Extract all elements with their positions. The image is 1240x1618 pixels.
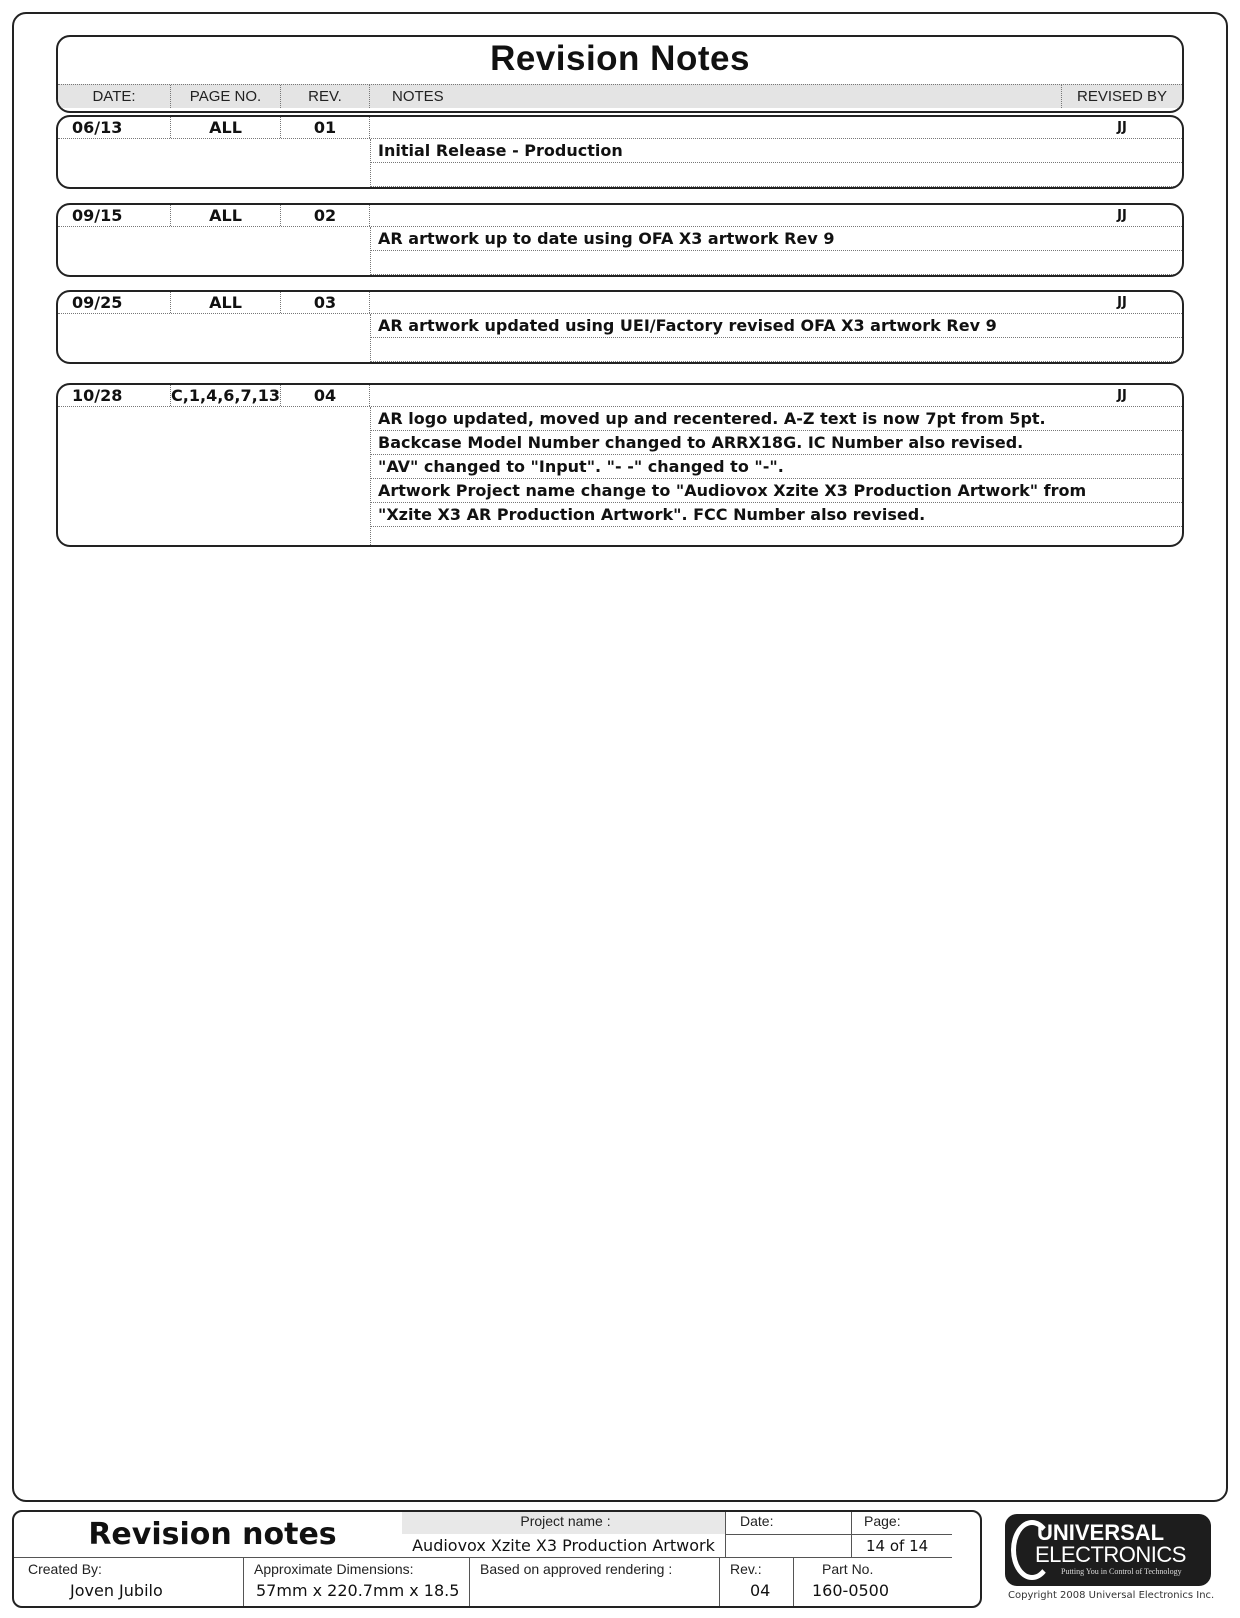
revised-by: JJ	[1117, 388, 1127, 403]
revision-header-row	[58, 292, 1182, 314]
universal-electronics-logo	[1005, 1514, 1211, 1586]
note-line: Backcase Model Number changed to ARRX18G. IC Number also revised.	[371, 431, 1182, 455]
copyright: Copyright 2008 Universal Electronics Inc.	[1008, 1590, 1215, 1601]
revision-entry	[56, 383, 1184, 547]
revision-spacer	[370, 205, 1062, 226]
rev-cell	[720, 1558, 794, 1608]
revision-notes	[370, 227, 1182, 275]
page-total: 14	[909, 1537, 929, 1555]
revision-entry	[56, 115, 1184, 189]
revision-entry	[56, 203, 1184, 277]
footer-title: Revision notes	[14, 1512, 412, 1558]
page-cell	[852, 1512, 952, 1558]
revision-spacer	[370, 117, 1062, 138]
revision-spacer	[370, 385, 1062, 406]
created-by-cell	[14, 1558, 244, 1608]
revision-header-row	[58, 117, 1182, 139]
revision-page: ALL	[171, 117, 281, 138]
note-line: AR logo updated, moved up and recentered. A-Z text is now 7pt from 5pt.	[371, 407, 1182, 431]
project-name-value: Audiovox Xzite X3 Production Artwork	[402, 1534, 725, 1557]
revision-number: 04	[281, 385, 370, 406]
created-by-value: Joven Jubilo	[70, 1581, 163, 1600]
column-date: DATE:	[58, 85, 171, 108]
date-cell	[726, 1512, 852, 1558]
revision-page: C,1,4,6,7,13	[171, 386, 280, 405]
part-label: Part No.	[822, 1561, 874, 1577]
revision-date: 10/28	[58, 385, 171, 406]
dimensions-value: 57mm x 220.7mm x 18.5	[256, 1581, 460, 1600]
page-title: Revision Notes	[490, 39, 750, 78]
revision-header-row	[58, 385, 1182, 407]
note-line: Initial Release - Production	[371, 139, 1182, 163]
page-label: Page:	[864, 1513, 901, 1529]
note-line: "AV" changed to "Input". "- -" changed to "-".	[371, 455, 1182, 479]
part-value: 160-0500	[812, 1581, 890, 1600]
revision-page: ALL	[171, 205, 281, 226]
note-line	[371, 338, 1182, 362]
note-line	[371, 163, 1182, 187]
rev-label: Rev.:	[730, 1561, 762, 1577]
note-line: "Xzite X3 AR Production Artwork". FCC Number also revised.	[371, 503, 1182, 527]
page-of: of	[889, 1537, 905, 1555]
column-page: PAGE NO.	[171, 85, 281, 108]
revision-number: 02	[281, 205, 370, 226]
revision-notes	[370, 407, 1182, 545]
note-line: Artwork Project name change to "Audiovox Xzite X3 Production Artwork" from	[371, 479, 1182, 503]
logo-tagline: Putting You in Control of Technology	[1061, 1567, 1182, 1576]
revision-date: 06/13	[58, 117, 171, 138]
page-current: 14	[866, 1537, 886, 1555]
created-by-label: Created By:	[28, 1561, 102, 1577]
column-rev: REV.	[281, 85, 370, 108]
page-value	[852, 1534, 952, 1557]
revised-by: JJ	[1117, 208, 1127, 223]
column-notes: NOTES	[370, 85, 1062, 108]
revision-date: 09/25	[58, 292, 171, 313]
rev-value: 04	[750, 1581, 771, 1600]
revision-header-row	[58, 205, 1182, 227]
rendering-label: Based on approved rendering :	[480, 1561, 673, 1577]
revision-notes	[370, 139, 1182, 187]
revised-by: JJ	[1117, 120, 1127, 135]
revision-number: 01	[281, 117, 370, 138]
revision-date: 09/15	[58, 205, 171, 226]
column-revised-by: REVISED BY	[1076, 88, 1168, 105]
project-name-label: Project name :	[520, 1513, 611, 1529]
revision-notes	[370, 314, 1182, 362]
revision-number: 03	[281, 292, 370, 313]
note-line: AR artwork up to date using OFA X3 artwork Rev 9	[371, 227, 1182, 251]
date-value	[726, 1534, 851, 1557]
logo-line1: UNIVERSAL	[1037, 1520, 1165, 1545]
date-label: Date:	[740, 1513, 774, 1529]
project-name-cell	[402, 1512, 726, 1558]
note-line	[371, 251, 1182, 275]
revision-entry	[56, 290, 1184, 364]
revision-spacer	[370, 292, 1062, 313]
title-block	[12, 1510, 982, 1608]
revised-by: JJ	[1117, 295, 1127, 310]
rendering-cell	[470, 1558, 720, 1608]
dimensions-cell	[244, 1558, 470, 1608]
dimensions-label: Approximate Dimensions:	[254, 1561, 414, 1577]
column-headers	[58, 84, 1182, 108]
part-cell	[794, 1558, 982, 1608]
revision-page: ALL	[171, 292, 281, 313]
logo-line2: ELECTRONICS	[1035, 1542, 1186, 1567]
note-line: AR artwork updated using UEI/Factory revised OFA X3 artwork Rev 9	[371, 314, 1182, 338]
revision-header	[56, 35, 1184, 113]
